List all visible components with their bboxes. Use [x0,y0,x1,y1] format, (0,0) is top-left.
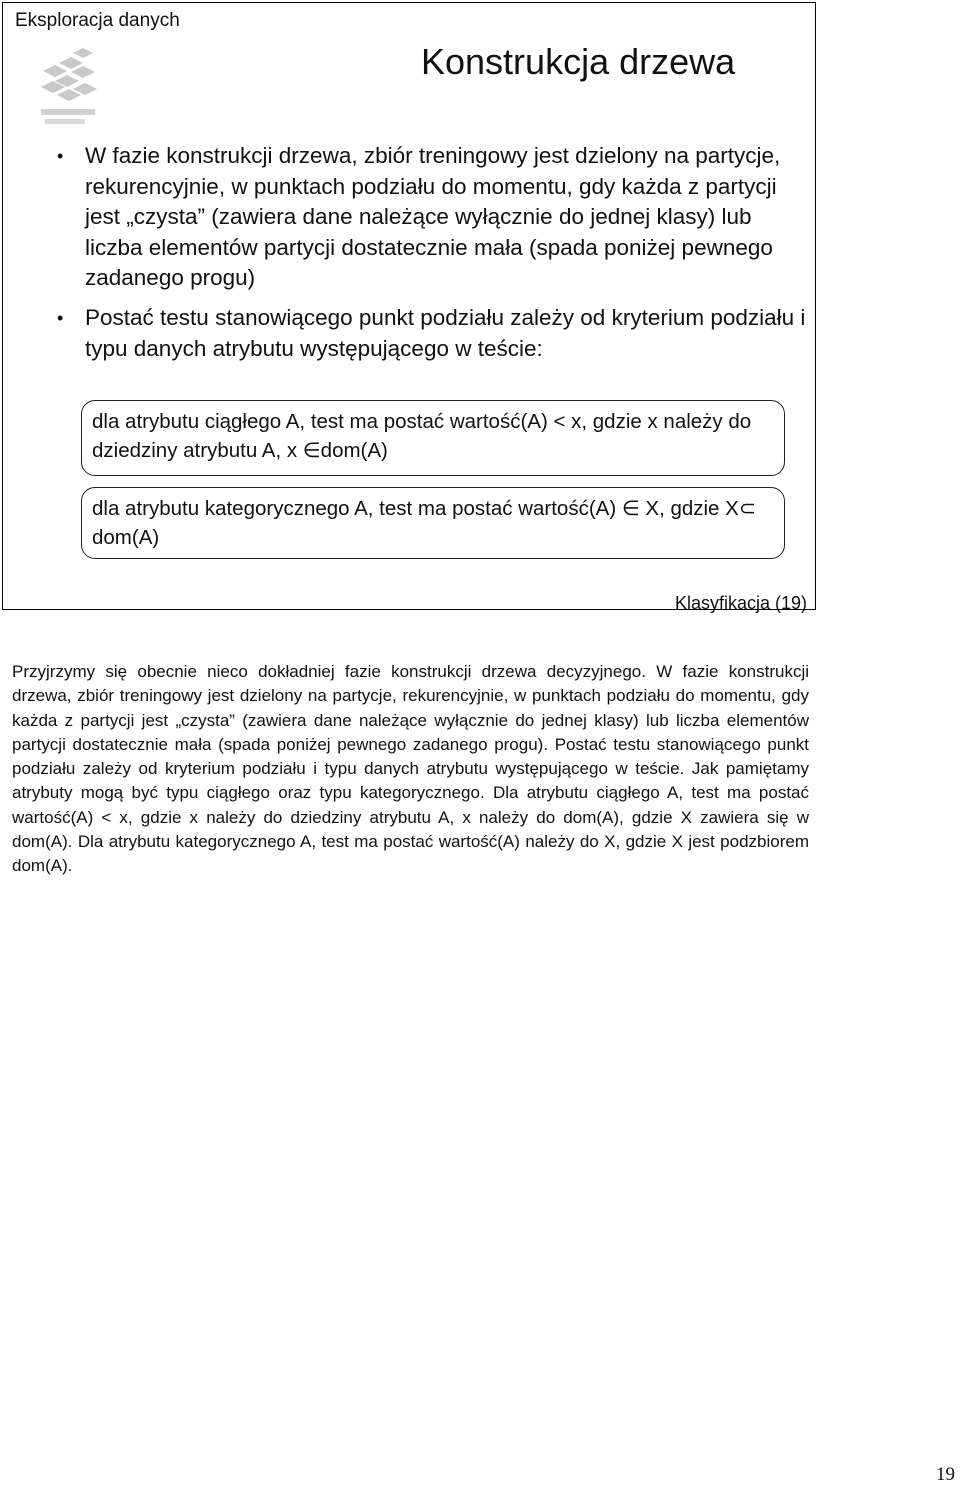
bullet-list [57,141,807,373]
bullet-item: • W fazie konstrukcji drzewa, zbiór treningowy jest dzielony na partycje, rekurencyjnie, w punktach podziału do momentu, gdy każda z partycji jest „czysta” (zawiera dane należące wyłącznie do jednej klasy) lub liczba elementów partycji dostatecznie mała (spada poniżej pewnego zadanego progu) [57,141,807,294]
categorical-attribute-box: dla atrybutu kategorycznego A, test ma postać wartość(A) ∈ X, gdzie X⊂ dom(A) [81,487,785,559]
slide-title: Konstrukcja drzewa [421,41,736,82]
page-number: 19 [936,1464,955,1485]
footer-label: Klasyfikacja (19) [674,593,807,613]
continuous-attribute-box: dla atrybutu ciągłego A, test ma postać wartość(A) < x, gdzie x należy do dziedziny atrybutu A, x ∈dom(A) [81,400,785,476]
bullet-item: • Postać testu stanowiącego punkt podziału zależy od kryterium podziału i typu danych atrybutu występującego w teście: [57,303,807,364]
logo-icon [37,41,99,133]
slide [2,2,816,613]
header-label: Eksploracja danych [15,10,180,31]
speaker-notes: Przyjrzymy się obecnie nieco dokładniej fazie konstrukcji drzewa decyzyjnego. W fazie konstrukcji drzewa, zbiór treningowy jest dzielony na partycje, rekurencyjnie, w punktach podziału do momentu, gdy każda z partycji jest „czysta” (zawiera dane należące wyłącznie do jednej klasy) lub liczba elementów partycji dostatecznie mała (spada poniżej pewnego zadanego progu). Postać testu stanowiącego punkt podziału zależy od kryterium podziału i typu danych atrybutu występującego w teście. Jak pamiętamy atrybuty mogą być typu ciągłego oraz typu kategorycznego. Dla atrybutu ciągłego A, test ma postać wartość(A) < x, gdzie x należy do dziedziny atrybutu A, x należy do dom(A), gdzie X zawiera się w dom(A). Dla atrybutu kategorycznego A, test ma postać wartość(A) należy do X, gdzie X jest podzbiorem dom(A). [12,662,809,876]
